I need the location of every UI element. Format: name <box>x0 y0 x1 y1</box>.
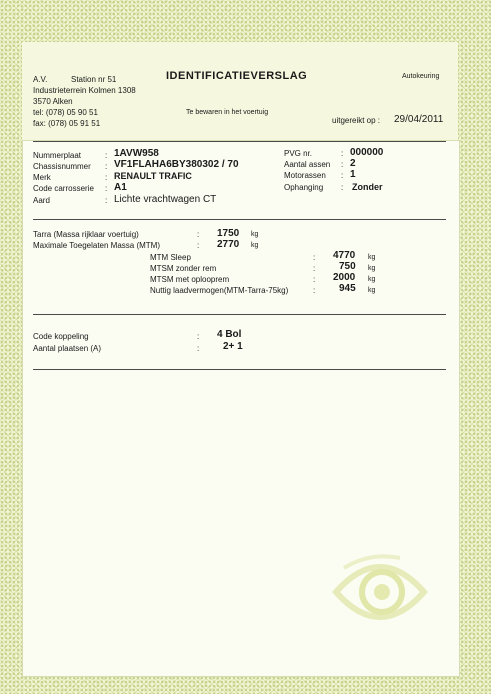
telephone: tel: (078) 05 90 51 <box>33 108 98 117</box>
address-line-2: 3570 Alken <box>33 97 73 106</box>
fax: fax: (078) 05 91 51 <box>33 119 101 128</box>
colon: : <box>105 151 108 160</box>
unit-kg: kg <box>251 231 259 238</box>
subtitle: Te bewaren in het voertuig <box>186 109 269 116</box>
label-code-koppeling: Code koppeling <box>33 332 89 341</box>
label-aard: Aard <box>33 196 50 205</box>
colon: : <box>341 160 344 169</box>
colon: : <box>105 184 108 193</box>
colon: : <box>313 286 316 295</box>
value-ophanging: Zonder <box>352 182 383 192</box>
colon: : <box>313 264 316 273</box>
label-nummerplaat: Nummerplaat <box>33 151 82 160</box>
value-assen: 2 <box>350 158 356 169</box>
colon: : <box>197 241 200 250</box>
org-name: A.V. <box>33 75 48 84</box>
label-aantal-plaatsen: Aantal plaatsen (A) <box>33 344 102 353</box>
colon: : <box>105 196 108 205</box>
colon: : <box>313 275 316 284</box>
divider-1 <box>33 141 446 142</box>
value-nummerplaat: 1AVW958 <box>114 148 159 159</box>
label-pvg: PVG nr. <box>284 149 313 158</box>
issued-label: uitgereikt op : <box>332 116 381 125</box>
value-mtsm-met-oplooprem: 2000 <box>333 272 356 283</box>
unit-kg: kg <box>368 276 376 283</box>
colon: : <box>341 171 344 180</box>
colon: : <box>313 253 316 262</box>
label-mtsm-met-oplooprem: MTSM met oplooprem <box>150 275 230 284</box>
colon: : <box>341 183 344 192</box>
label-nuttig-laadvermogen: Nuttig laadvermogen(MTM-Tarra-75kg) <box>150 286 289 295</box>
value-pvg: 000000 <box>350 147 384 158</box>
colon: : <box>197 332 200 341</box>
label-tarra: Tarra (Massa rijklaar voertuig) <box>33 230 139 239</box>
value-nuttig-laadvermogen: 945 <box>339 283 356 294</box>
divider-2 <box>33 219 446 220</box>
colon: : <box>341 149 344 158</box>
station-number: Station nr 51 <box>71 75 117 84</box>
label-motorassen: Motorassen <box>284 171 326 180</box>
colon: : <box>197 344 200 353</box>
label-mtm-sleep: MTM Sleep <box>150 253 191 262</box>
label-mtsm-zonder-rem: MTSM zonder rem <box>150 264 217 273</box>
label-merk: Merk <box>33 173 51 182</box>
eye-watermark-icon <box>330 548 430 638</box>
value-aard: Lichte vrachtwagen CT <box>114 194 217 205</box>
value-code-koppeling: 4 Bol <box>217 329 242 340</box>
value-carrosserie: A1 <box>114 182 127 193</box>
unit-kg: kg <box>368 287 376 294</box>
page-title: IDENTIFICATIEVERSLAG <box>166 70 308 82</box>
colon: : <box>197 230 200 239</box>
colon: : <box>105 173 108 182</box>
label-ophanging: Ophanging <box>284 183 324 192</box>
top-right-label: Autokeuring <box>402 73 440 80</box>
colon: : <box>105 162 108 171</box>
label-mtm: Maximale Toegelaten Massa (MTM) <box>33 241 161 250</box>
issued-date: 29/04/2011 <box>394 114 444 125</box>
value-chassis: VF1FLAHA6BY380302 / 70 <box>114 159 239 170</box>
unit-kg: kg <box>368 254 376 261</box>
unit-kg: kg <box>368 265 376 272</box>
value-mtm-sleep: 4770 <box>333 250 356 261</box>
unit-kg: kg <box>251 242 259 249</box>
label-assen: Aantal assen <box>284 160 331 169</box>
address-line-1: Industrieterrein Kolmen 1308 <box>33 86 136 95</box>
label-carrosserie: Code carrosserie <box>33 184 94 193</box>
value-mtsm-zonder-rem: 750 <box>339 261 356 272</box>
divider-3 <box>33 314 446 315</box>
value-aantal-plaatsen: 2+ 1 <box>223 341 243 352</box>
value-motorassen: 1 <box>350 169 356 180</box>
label-chassis: Chassisnummer <box>33 162 91 171</box>
value-merk: RENAULT TRAFIC <box>114 171 192 181</box>
value-mtm: 2770 <box>217 239 240 250</box>
value-tarra: 1750 <box>217 228 240 239</box>
divider-4 <box>33 369 446 370</box>
